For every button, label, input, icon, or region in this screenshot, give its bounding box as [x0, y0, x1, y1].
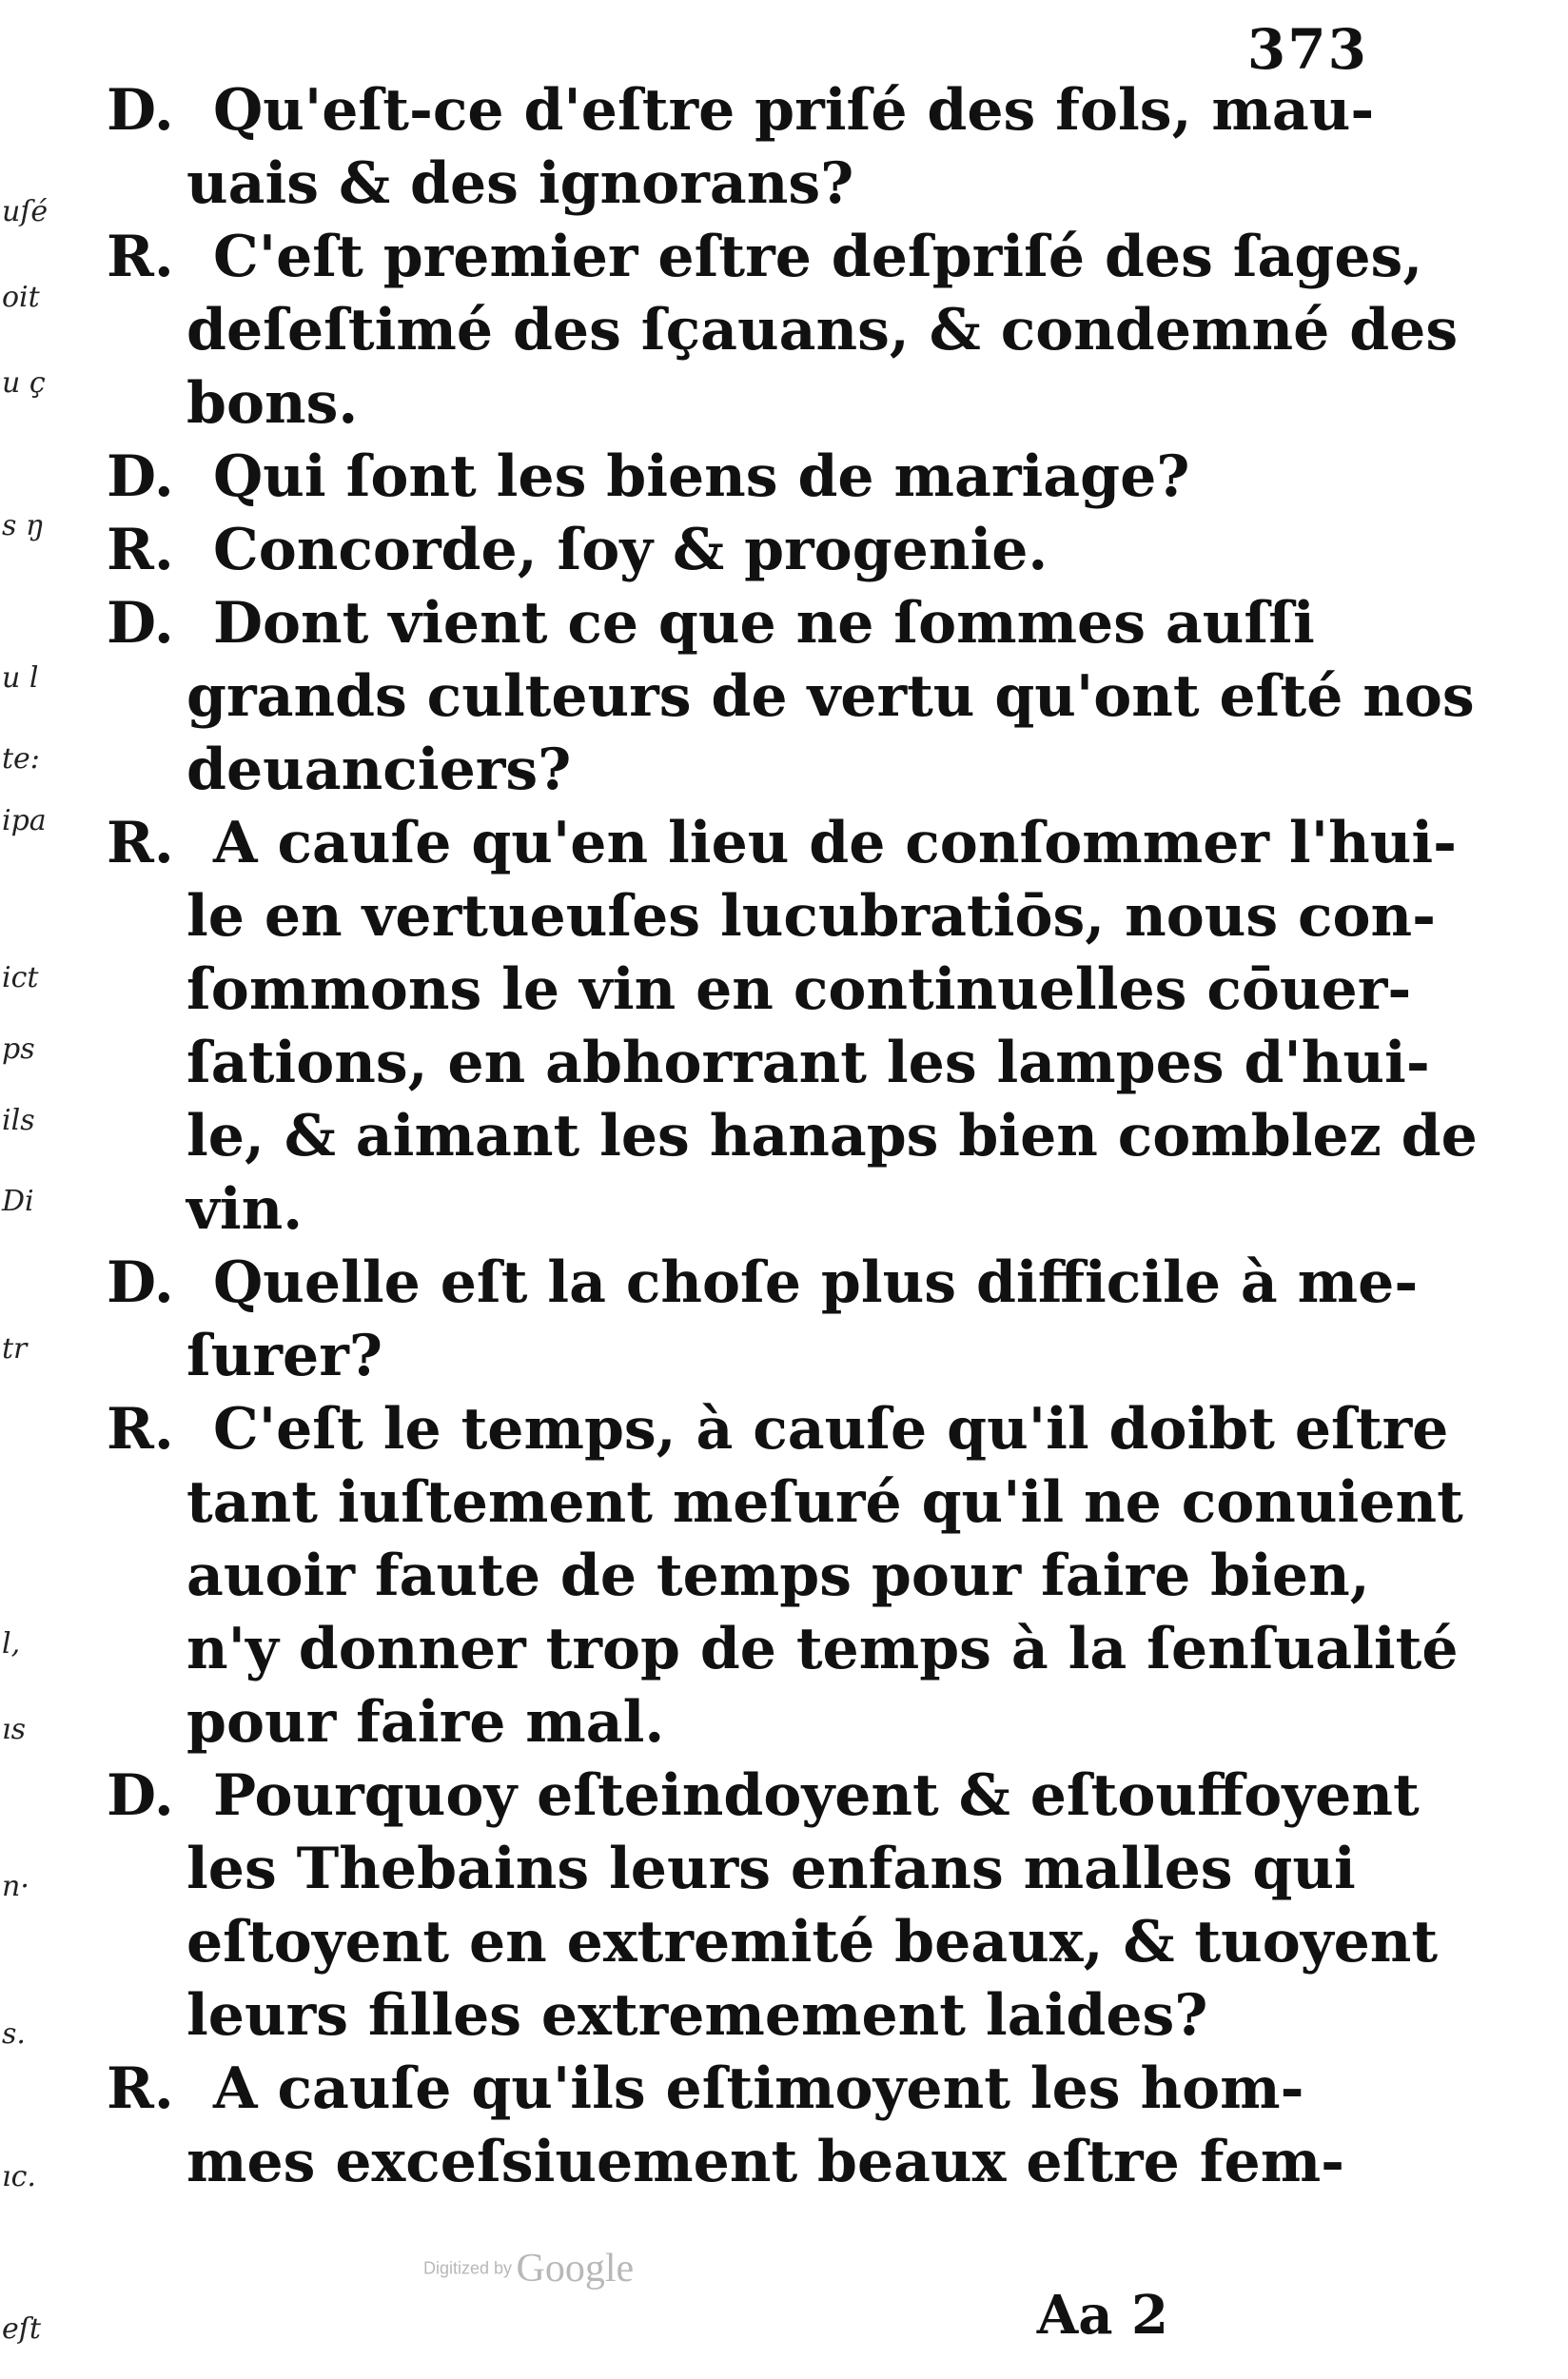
- margin-fragment: ps: [2, 1032, 35, 1066]
- digitization-watermark: [423, 2246, 634, 2291]
- text-line: [107, 1906, 1439, 1979]
- speaker-marker: R.: [107, 810, 174, 876]
- answer-entry: [107, 514, 1343, 587]
- text-line: [107, 1100, 1478, 1173]
- question-entry: [107, 1760, 1439, 2053]
- speaker-marker: R.: [107, 517, 174, 583]
- line-text: ſurer?: [186, 1323, 382, 1389]
- line-text: Qui ſont les biens de mariage?: [213, 443, 1190, 510]
- speaker-marker: D.: [107, 590, 174, 657]
- text-line: [107, 1833, 1356, 1906]
- margin-fragment: Di: [2, 1185, 34, 1218]
- margin-fragment: ict: [2, 961, 39, 994]
- signature-mark: Aa 2: [1036, 2284, 1168, 2347]
- text-line: [107, 2126, 1343, 2199]
- line-text: A cauſe qu'en lieu de conſommer l'hui-: [213, 810, 1458, 876]
- line-text: auoir faute de temps pour faire bien,: [186, 1543, 1370, 1609]
- margin-fragment: tr: [2, 1332, 28, 1366]
- page-number: 373: [1246, 17, 1368, 82]
- margin-fragment: ils: [2, 1104, 35, 1137]
- line-text: ſommons le vin en continuelles cōuer-: [186, 956, 1412, 1023]
- answer-entry: [107, 2053, 1343, 2199]
- text-line: [107, 1173, 1343, 1247]
- line-text: A cauſe qu'ils eſtimoyent les hom-: [213, 2055, 1304, 2122]
- margin-fragment: uſé: [2, 195, 49, 228]
- line-text: pour faire mal.: [186, 1689, 665, 1756]
- margin-fragment: eſt: [2, 2312, 41, 2346]
- text-line: [107, 1320, 1343, 1393]
- margin-fragment: te:: [2, 742, 40, 776]
- text-line: [107, 1686, 1343, 1760]
- line-text: les Thebains leurs enfans malles qui: [186, 1836, 1356, 1902]
- line-text: deuanciers?: [186, 737, 572, 803]
- text-line: [107, 74, 1375, 147]
- text-line: [107, 2053, 1343, 2126]
- speaker-marker: D.: [107, 1762, 174, 1829]
- margin-fragment: u ç: [2, 366, 46, 400]
- text-line: [107, 1466, 1463, 1540]
- text-line: [107, 1540, 1370, 1613]
- margin-fragment: ipa: [2, 804, 47, 837]
- margin-fragment: n·: [2, 1870, 29, 1903]
- line-text: eſtoyent en extremité beaux, & tuoyent: [186, 1909, 1439, 1976]
- speaker-marker: R.: [107, 1396, 174, 1463]
- text-line: [107, 880, 1437, 954]
- watermark-small: Digitized by: [423, 2258, 513, 2278]
- question-entry: [107, 441, 1343, 514]
- line-text: Dont vient ce que ne ſommes auſſi: [213, 590, 1315, 657]
- margin-fragment: ıc.: [2, 2160, 36, 2193]
- text-line: [107, 660, 1475, 734]
- text-line: [107, 514, 1343, 587]
- line-text: C'eſt le temps, à cauſe qu'il doibt eſtre: [213, 1396, 1449, 1463]
- answer-entry: [107, 807, 1478, 1247]
- text-line: [107, 734, 1343, 807]
- text-line: [107, 1393, 1449, 1466]
- question-entry: [107, 74, 1375, 221]
- line-text: vin.: [186, 1176, 304, 1243]
- margin-fragment: u l: [2, 661, 39, 695]
- question-entry: [107, 587, 1475, 807]
- line-text: leurs filles extremement laides?: [186, 1982, 1208, 2049]
- line-text: n'y donner trop de temps à la ſenſualité: [186, 1616, 1459, 1682]
- speaker-marker: R.: [107, 2055, 174, 2122]
- line-text: le en vertueuſes lucubratiōs, nous con-: [186, 883, 1437, 950]
- text-line: [107, 367, 1343, 441]
- text-line: [107, 1247, 1419, 1320]
- line-text: uais & des ignorans?: [186, 150, 854, 217]
- line-text: Concorde, ſoy & progenie.: [213, 517, 1049, 583]
- text-line: [107, 807, 1458, 880]
- text-line: [107, 441, 1343, 514]
- margin-fragment: oit: [2, 281, 40, 314]
- text-line: [107, 147, 1343, 221]
- text-line: [107, 587, 1343, 660]
- text-line: [107, 1760, 1420, 1833]
- text-line: [107, 221, 1423, 294]
- line-text: ſations, en abhorrant les lampes d'hui-: [186, 1030, 1430, 1096]
- text-line: [107, 1613, 1459, 1686]
- margin-fragment: s ŋ: [2, 509, 45, 542]
- line-text: Qu'eſt-ce d'eſtre priſé des fols, mau-: [213, 77, 1375, 144]
- line-text: Pourquoy eſteindoyent & eſtouffoyent: [213, 1762, 1420, 1829]
- text-line: [107, 1027, 1430, 1100]
- speaker-marker: D.: [107, 443, 174, 510]
- dialogue-text: [107, 74, 1478, 2199]
- answer-entry: [107, 1393, 1463, 1760]
- margin-fragment: l,: [2, 1627, 21, 1661]
- question-entry: [107, 1247, 1419, 1393]
- line-text: le, & aimant les hanaps bien comblez de: [186, 1103, 1478, 1170]
- line-text: mes exceſsiuement beaux eſtre fem-: [186, 2129, 1345, 2195]
- line-text: bons.: [186, 370, 359, 437]
- line-text: Quelle eſt la choſe plus difficile à me-: [213, 1249, 1419, 1316]
- text-line: [107, 1979, 1343, 2053]
- text-line: [107, 294, 1459, 367]
- margin-fragment: s.: [2, 2017, 26, 2051]
- line-text: grands culteurs de vertu qu'ont eſté nos: [186, 663, 1475, 730]
- speaker-marker: D.: [107, 1249, 174, 1316]
- line-text: tant iuſtement meſuré qu'il ne conuient: [186, 1469, 1463, 1536]
- answer-entry: [107, 221, 1459, 441]
- margin-fragment: ıs: [2, 1713, 26, 1746]
- speaker-marker: R.: [107, 224, 174, 290]
- line-text: C'eſt premier eſtre deſpriſé des ſages,: [213, 224, 1423, 290]
- line-text: deſeſtimé des ſçauans, & condemné des: [186, 297, 1459, 364]
- watermark-logo: Google: [516, 2247, 635, 2291]
- speaker-marker: D.: [107, 77, 174, 144]
- text-line: [107, 954, 1412, 1027]
